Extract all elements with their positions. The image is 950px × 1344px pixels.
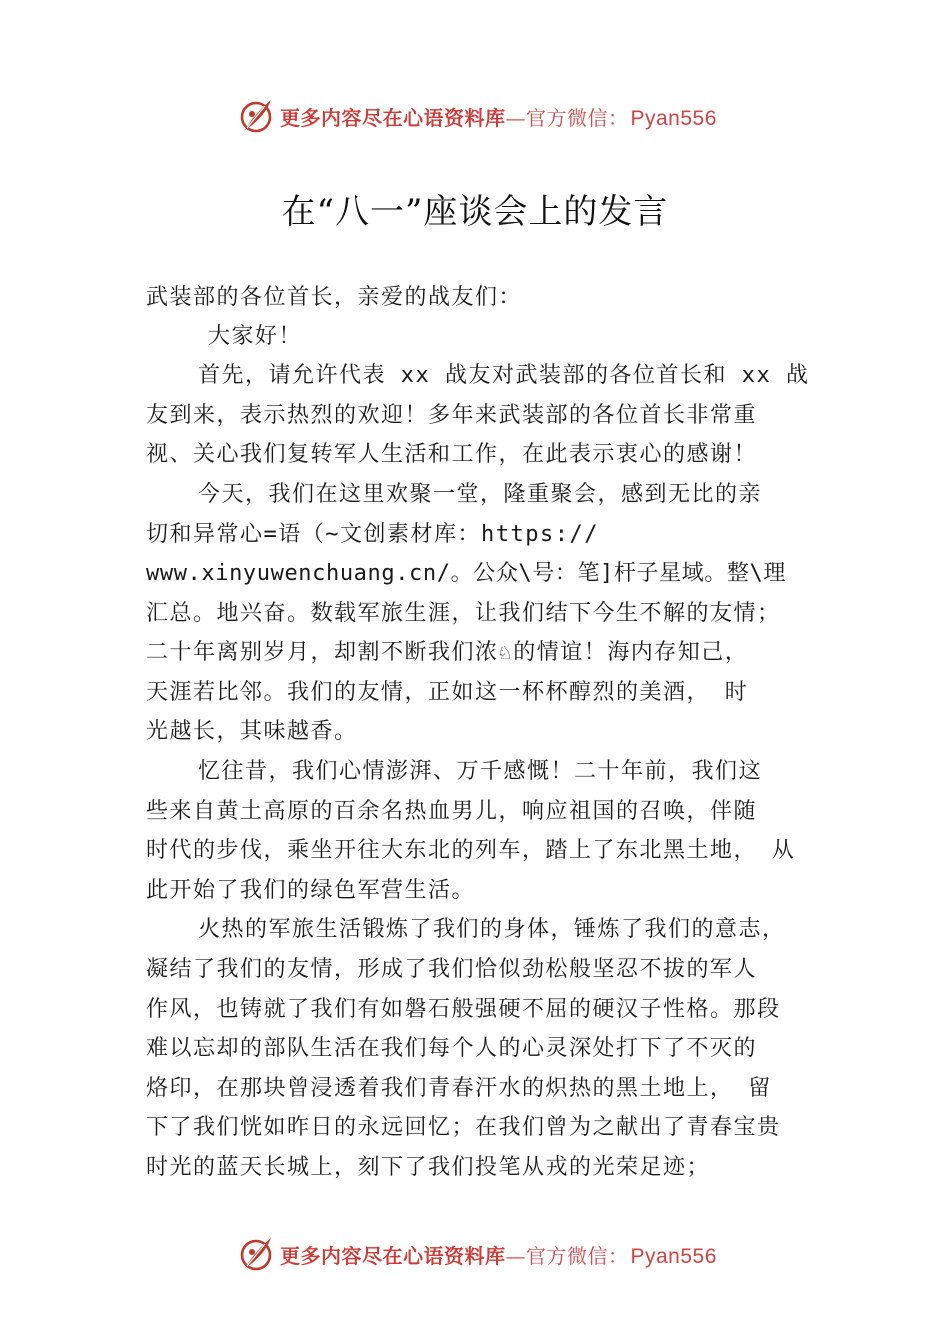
text-line: 光越长，其味越香。 <box>146 719 358 744</box>
watermark-lead: 更多内容尽在心语资料库 <box>280 1244 506 1268</box>
watermark-dash: — <box>505 1244 526 1268</box>
text-line: 友到来，表示热烈的欢迎！多年来武装部的各位首长非常重 <box>146 403 758 428</box>
text-line: 难以忘却的部队生活在我们每个人的心灵深处打下了不灭的 <box>146 1036 758 1061</box>
text-line: 凝结了我们的友情，形成了我们恰似劲松般坚忍不拔的军人 <box>146 957 758 982</box>
feather-pen-logo-icon <box>237 96 277 136</box>
watermark-dash: — <box>505 106 526 130</box>
watermark-banner-bottom <box>0 1234 950 1274</box>
text-line: 忆往昔，我们心情澎湃、万千感慨！二十年前，我们这 <box>198 759 763 784</box>
watermark-wechat-id: Pyan556 <box>630 107 717 130</box>
text-line: 些来自黄土高原的百余名热血男儿，响应祖国的召唤，伴随 <box>146 799 758 824</box>
watermark-banner-top <box>0 96 950 136</box>
text-line: 大家好！ <box>208 324 303 349</box>
text-line: 火热的军旅生活锻炼了我们的身体，锤炼了我们的意志， <box>198 917 786 942</box>
document-title: 在“八一”座谈会上的发言 <box>281 192 669 232</box>
text-line: 此开始了我们的绿色军营生活。 <box>146 878 476 903</box>
text-line: 首先，请允许代表 xx 战友对武装部的各位首长和 xx 战 <box>198 363 810 388</box>
watermark-text <box>280 1240 717 1269</box>
text-line: 切和异常心=语（~文创素材库：https:// <box>146 522 599 547</box>
text-line: 天涯若比邻。我们的友情，正如这一杯杯醇烈的美酒， 时 <box>146 680 749 705</box>
text-line: 今天，我们在这里欢聚一堂，隆重聚会，感到无比的亲 <box>198 482 763 507</box>
text-line: www.xinyuwenchuang.cn/。公众\号：笔]杆子星域。整\理 <box>146 561 786 586</box>
watermark-wechat-id: Pyan556 <box>630 1245 717 1268</box>
text-line: 汇总。地兴奋。数载军旅生涯，让我们结下今生不解的友情； <box>146 601 781 626</box>
watermark-lead: 更多内容尽在心语资料库 <box>280 106 506 130</box>
text-line: 二十年离别岁月，却割不断我们浓♘的情谊！海内存知己， <box>146 640 749 665</box>
watermark-wechat-label: 官方微信： <box>526 106 629 130</box>
text-line: 作风，也铸就了我们有如磐石般强硬不屈的硬汉子性格。那段 <box>146 997 781 1022</box>
watermark-text <box>280 102 717 131</box>
feather-pen-logo-icon <box>237 1234 277 1274</box>
text-line: 下了我们恍如昨日的永远回忆；在我们曾为之献出了青春宝贵 <box>146 1115 781 1140</box>
text-line: 时代的步伐，乘坐开往大东北的列车，踏上了东北黑土地， 从 <box>146 838 796 863</box>
watermark-wechat-label: 官方微信： <box>526 1244 629 1268</box>
text-line: 时光的蓝天长城上，刻下了我们投笔从戎的光荣足迹； <box>146 1155 711 1180</box>
text-line: 武装部的各位首长，亲爱的战友们： <box>146 285 523 310</box>
text-line: 视、关心我们复转军人生活和工作，在此表示衷心的感谢！ <box>146 442 758 467</box>
text-line: 烙印，在那块曾浸透着我们青春汗水的炽热的黑土地上， 留 <box>146 1076 772 1101</box>
